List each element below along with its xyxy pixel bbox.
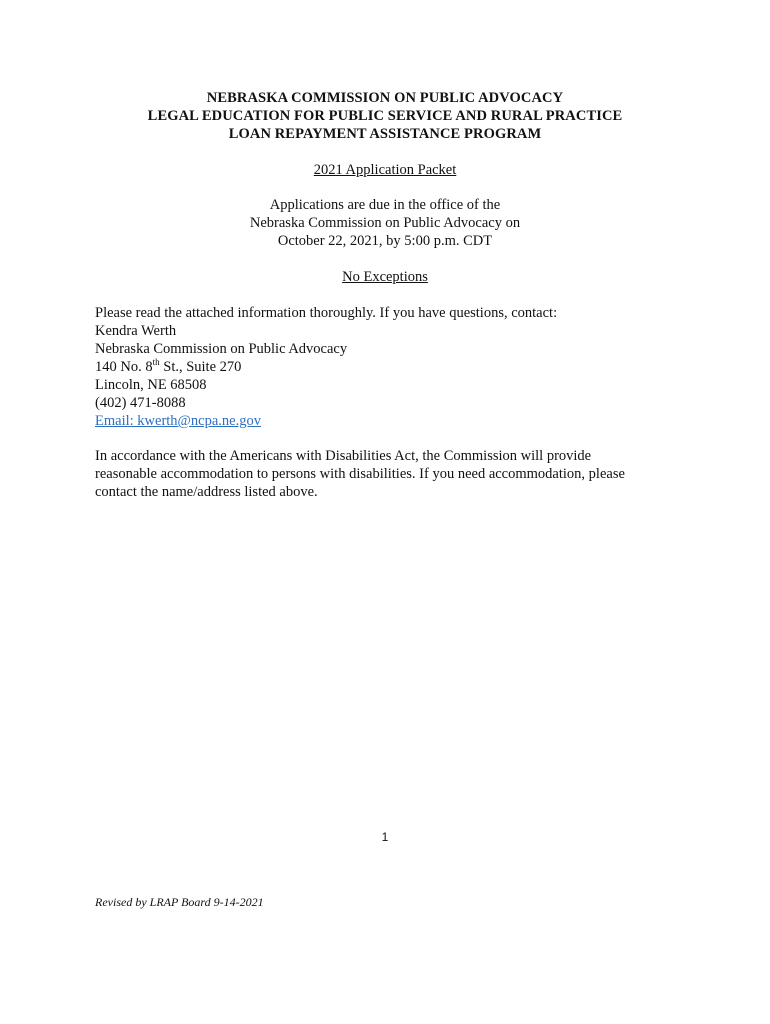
heading-line-commission: NEBRASKA COMMISSION ON PUBLIC ADVOCACY xyxy=(206,90,564,106)
due-date-notice xyxy=(0,196,770,250)
no-exceptions-notice: No Exceptions xyxy=(342,269,428,285)
address-ordinal-suffix: th xyxy=(152,357,160,368)
contact-street-address xyxy=(95,358,695,376)
due-notice-line-1: Applications are due in the office of the xyxy=(269,197,501,213)
address-rest: St., Suite 270 xyxy=(159,359,242,375)
revision-footer: Revised by LRAP Board 9-14-2021 xyxy=(95,895,264,909)
packet-title: 2021 Application Packet xyxy=(313,162,457,178)
page-number: 1 xyxy=(381,830,389,844)
heading-line-program-area: LEGAL EDUCATION FOR PUBLIC SERVICE AND RURAL PRACTICE xyxy=(147,108,623,124)
ada-notice-line-1: In accordance with the Americans with Disabilities Act, the Commission will provide xyxy=(95,448,592,464)
contact-email-link[interactable]: Email: kwerth@ncpa.ne.gov xyxy=(95,413,261,429)
document-heading xyxy=(0,89,770,143)
address-number: 140 No. 8 xyxy=(95,359,153,375)
due-notice-line-2: Nebraska Commission on Public Advocacy on xyxy=(249,215,521,231)
due-notice-line-3: October 22, 2021, by 5:00 p.m. CDT xyxy=(277,233,493,249)
ada-notice-line-2: reasonable accommodation to persons with disabilities. If you need accommodation, please xyxy=(95,466,625,482)
ada-accommodation-notice xyxy=(95,447,695,501)
contact-intro: Please read the attached information thoroughly. If you have questions, contact: xyxy=(95,305,558,321)
ada-notice-line-3: contact the name/address listed above. xyxy=(95,484,318,500)
contact-name: Kendra Werth xyxy=(95,323,177,339)
contact-phone: (402) 471-8088 xyxy=(95,395,186,411)
contact-city-state-zip: Lincoln, NE 68508 xyxy=(95,377,207,393)
contact-block xyxy=(95,304,695,430)
heading-line-program-name: LOAN REPAYMENT ASSISTANCE PROGRAM xyxy=(228,126,542,142)
contact-organization: Nebraska Commission on Public Advocacy xyxy=(95,341,348,357)
